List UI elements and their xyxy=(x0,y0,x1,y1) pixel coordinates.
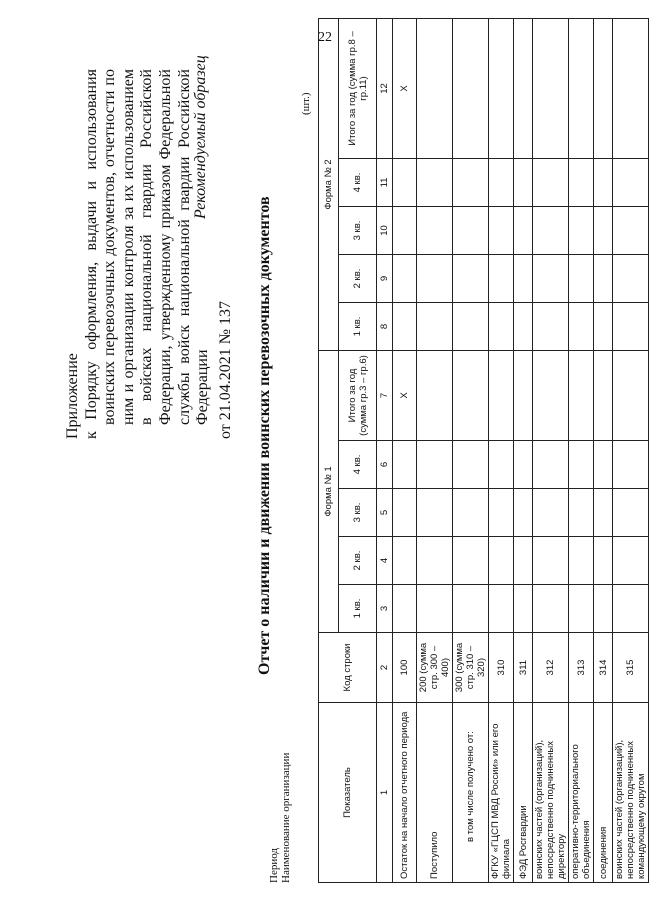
cell[interactable] xyxy=(489,18,514,158)
cell[interactable] xyxy=(514,206,533,254)
cell[interactable] xyxy=(417,441,453,489)
period-label: Период xyxy=(268,848,280,883)
row-label: Остаток на начало отчетного периода xyxy=(393,703,417,883)
col-num: 7 xyxy=(377,350,393,440)
col-num: 11 xyxy=(377,158,393,206)
cell[interactable] xyxy=(533,441,569,489)
unit-label: (шт.) xyxy=(300,92,312,115)
cell[interactable] xyxy=(533,158,569,206)
cell[interactable] xyxy=(533,585,569,633)
col-num: 5 xyxy=(377,489,393,537)
cell[interactable] xyxy=(613,350,649,440)
header-total1: Итого за год (сумма гр.3 – гр.6) xyxy=(339,350,377,440)
header-q3: 3 кв. xyxy=(339,489,377,537)
cell[interactable] xyxy=(613,585,649,633)
cell[interactable] xyxy=(393,537,417,585)
table-row xyxy=(514,18,533,882)
cell[interactable] xyxy=(594,302,613,350)
cell[interactable] xyxy=(489,489,514,537)
cell[interactable] xyxy=(453,18,489,158)
row-code: 100 xyxy=(393,633,417,703)
cell[interactable] xyxy=(613,537,649,585)
cell[interactable] xyxy=(417,537,453,585)
cell[interactable] xyxy=(514,537,533,585)
table-row xyxy=(417,18,453,882)
row-label: ФГКУ «ГЦСП МВД России» или его филиала xyxy=(489,703,514,883)
table-row xyxy=(489,18,514,882)
cell[interactable] xyxy=(417,489,453,537)
cell[interactable] xyxy=(417,585,453,633)
appendix-label: Приложение xyxy=(64,353,81,439)
cell[interactable] xyxy=(594,206,613,254)
row-label: воинских частей (организаций), непосредственно подчиненных директору xyxy=(533,703,569,883)
row-label: в том числе получено от: xyxy=(453,703,489,883)
cell[interactable] xyxy=(453,158,489,206)
col-num: 6 xyxy=(377,441,393,489)
appendix-text: к Порядку оформления, выдачи и использования воинских перевозочных документов, отчетности по ним и организации контроля за их использованием в войсках национальной гвардии Российской Федерации, утвержденному приказом Федеральной службы войск национальной гвардии Российской Федерации xyxy=(82,69,212,439)
cell[interactable] xyxy=(514,441,533,489)
cell[interactable] xyxy=(613,158,649,206)
cell[interactable] xyxy=(453,254,489,302)
header-q1: 1 кв. xyxy=(339,585,377,633)
col-num: 4 xyxy=(377,537,393,585)
cell[interactable] xyxy=(594,158,613,206)
cell[interactable] xyxy=(514,158,533,206)
cell[interactable] xyxy=(569,489,594,537)
cell[interactable] xyxy=(489,537,514,585)
cell[interactable] xyxy=(613,254,649,302)
cell[interactable] xyxy=(514,489,533,537)
cell[interactable] xyxy=(514,254,533,302)
header-total2: Итого за год (сумма гр.8 – гр.11) xyxy=(339,18,377,158)
cell[interactable] xyxy=(533,206,569,254)
cross-mark: X xyxy=(393,18,417,158)
cell[interactable] xyxy=(594,537,613,585)
cell[interactable] xyxy=(569,441,594,489)
col-num: 8 xyxy=(377,302,393,350)
cell[interactable] xyxy=(594,350,613,440)
cell[interactable] xyxy=(417,302,453,350)
cell[interactable] xyxy=(417,18,453,158)
cell[interactable] xyxy=(453,302,489,350)
cell[interactable] xyxy=(594,585,613,633)
header-q2: 2 кв. xyxy=(339,537,377,585)
cell[interactable] xyxy=(453,441,489,489)
cell[interactable] xyxy=(489,302,514,350)
cell[interactable] xyxy=(613,489,649,537)
cell[interactable] xyxy=(569,254,594,302)
cell[interactable] xyxy=(594,441,613,489)
page-number: 22 xyxy=(318,30,332,45)
cell[interactable] xyxy=(613,206,649,254)
header-form1: Форма № 1 xyxy=(319,350,339,632)
cell[interactable] xyxy=(533,254,569,302)
appendix-date: от 21.04.2021 № 137 xyxy=(216,300,234,439)
cell[interactable] xyxy=(393,489,417,537)
header-q1-f2: 1 кв. xyxy=(339,302,377,350)
cell[interactable] xyxy=(453,585,489,633)
cell[interactable] xyxy=(393,302,417,350)
header-q3-f2: 3 кв. xyxy=(339,206,377,254)
cell[interactable] xyxy=(514,350,533,440)
cell[interactable] xyxy=(393,585,417,633)
cell[interactable] xyxy=(594,18,613,158)
cell[interactable] xyxy=(613,302,649,350)
cell[interactable] xyxy=(453,489,489,537)
cell[interactable] xyxy=(613,441,649,489)
cell[interactable] xyxy=(594,489,613,537)
column-numbers-row xyxy=(377,18,393,882)
row-code: 314 xyxy=(594,633,613,703)
row-code: 315 xyxy=(613,633,649,703)
cell[interactable] xyxy=(569,18,594,158)
row-code: 300 (сумма стр. 310 – 320) xyxy=(453,633,489,703)
cell[interactable] xyxy=(393,254,417,302)
cell[interactable] xyxy=(533,489,569,537)
col-num: 3 xyxy=(377,585,393,633)
table-row xyxy=(613,18,649,882)
cell[interactable] xyxy=(489,206,514,254)
col-num: 12 xyxy=(377,18,393,158)
report-title: Отчет о наличии и движении воинских перевозочных документов xyxy=(256,196,273,675)
cell[interactable] xyxy=(569,585,594,633)
cell[interactable] xyxy=(533,350,569,440)
row-code: 312 xyxy=(533,633,569,703)
cell[interactable] xyxy=(514,18,533,158)
cell[interactable] xyxy=(533,18,569,158)
cell[interactable] xyxy=(489,441,514,489)
cell[interactable] xyxy=(417,206,453,254)
col-num: 2 xyxy=(377,633,393,703)
table-row xyxy=(393,18,417,882)
table-row xyxy=(569,18,594,882)
header-form2: Форма № 2 xyxy=(319,18,339,350)
cell[interactable] xyxy=(489,158,514,206)
table-row xyxy=(594,18,613,882)
cell[interactable] xyxy=(514,585,533,633)
row-label: воинских частей (организаций), непосредственно подчиненных командующему округом xyxy=(613,703,649,883)
cell[interactable] xyxy=(533,302,569,350)
period-block xyxy=(268,753,292,883)
cell[interactable] xyxy=(489,254,514,302)
header-indicator: Показатель xyxy=(319,703,377,883)
cell[interactable] xyxy=(417,254,453,302)
cell[interactable] xyxy=(569,302,594,350)
row-code: 200 (сумма стр. 300 – 400) xyxy=(417,633,453,703)
cell[interactable] xyxy=(417,158,453,206)
col-num: 10 xyxy=(377,206,393,254)
cell[interactable] xyxy=(417,350,453,440)
cell[interactable] xyxy=(393,158,417,206)
cell[interactable] xyxy=(613,18,649,158)
header-q2-f2: 2 кв. xyxy=(339,254,377,302)
row-code: 311 xyxy=(514,633,533,703)
cell[interactable] xyxy=(453,206,489,254)
cell[interactable] xyxy=(489,585,514,633)
col-num: 1 xyxy=(377,703,393,883)
row-label: оперативно-территориального объединения xyxy=(569,703,594,883)
header-q4-f2: 4 кв. xyxy=(339,158,377,206)
report-table xyxy=(318,18,649,883)
row-code: 310 xyxy=(489,633,514,703)
row-label: ФЭД Росгвардии xyxy=(514,703,533,883)
cell[interactable] xyxy=(594,254,613,302)
row-label: Поступило xyxy=(417,703,453,883)
org-label: Наименование организации xyxy=(280,752,292,883)
header-q4: 4 кв. xyxy=(339,441,377,489)
row-code: 313 xyxy=(569,633,594,703)
table-row xyxy=(453,18,489,882)
table-row xyxy=(533,18,569,882)
cell[interactable] xyxy=(533,537,569,585)
cell[interactable] xyxy=(453,537,489,585)
col-num: 9 xyxy=(377,254,393,302)
cross-mark: X xyxy=(393,350,417,440)
cell[interactable] xyxy=(514,302,533,350)
header-code: Код строки xyxy=(319,633,377,703)
cell[interactable] xyxy=(453,350,489,440)
recommended-sample: Рекомендуемый образец xyxy=(192,55,209,219)
cell[interactable] xyxy=(569,158,594,206)
cell[interactable] xyxy=(489,350,514,440)
cell[interactable] xyxy=(393,441,417,489)
row-label: соединения xyxy=(594,703,613,883)
cell[interactable] xyxy=(569,350,594,440)
cell[interactable] xyxy=(569,206,594,254)
cell[interactable] xyxy=(393,206,417,254)
cell[interactable] xyxy=(569,537,594,585)
